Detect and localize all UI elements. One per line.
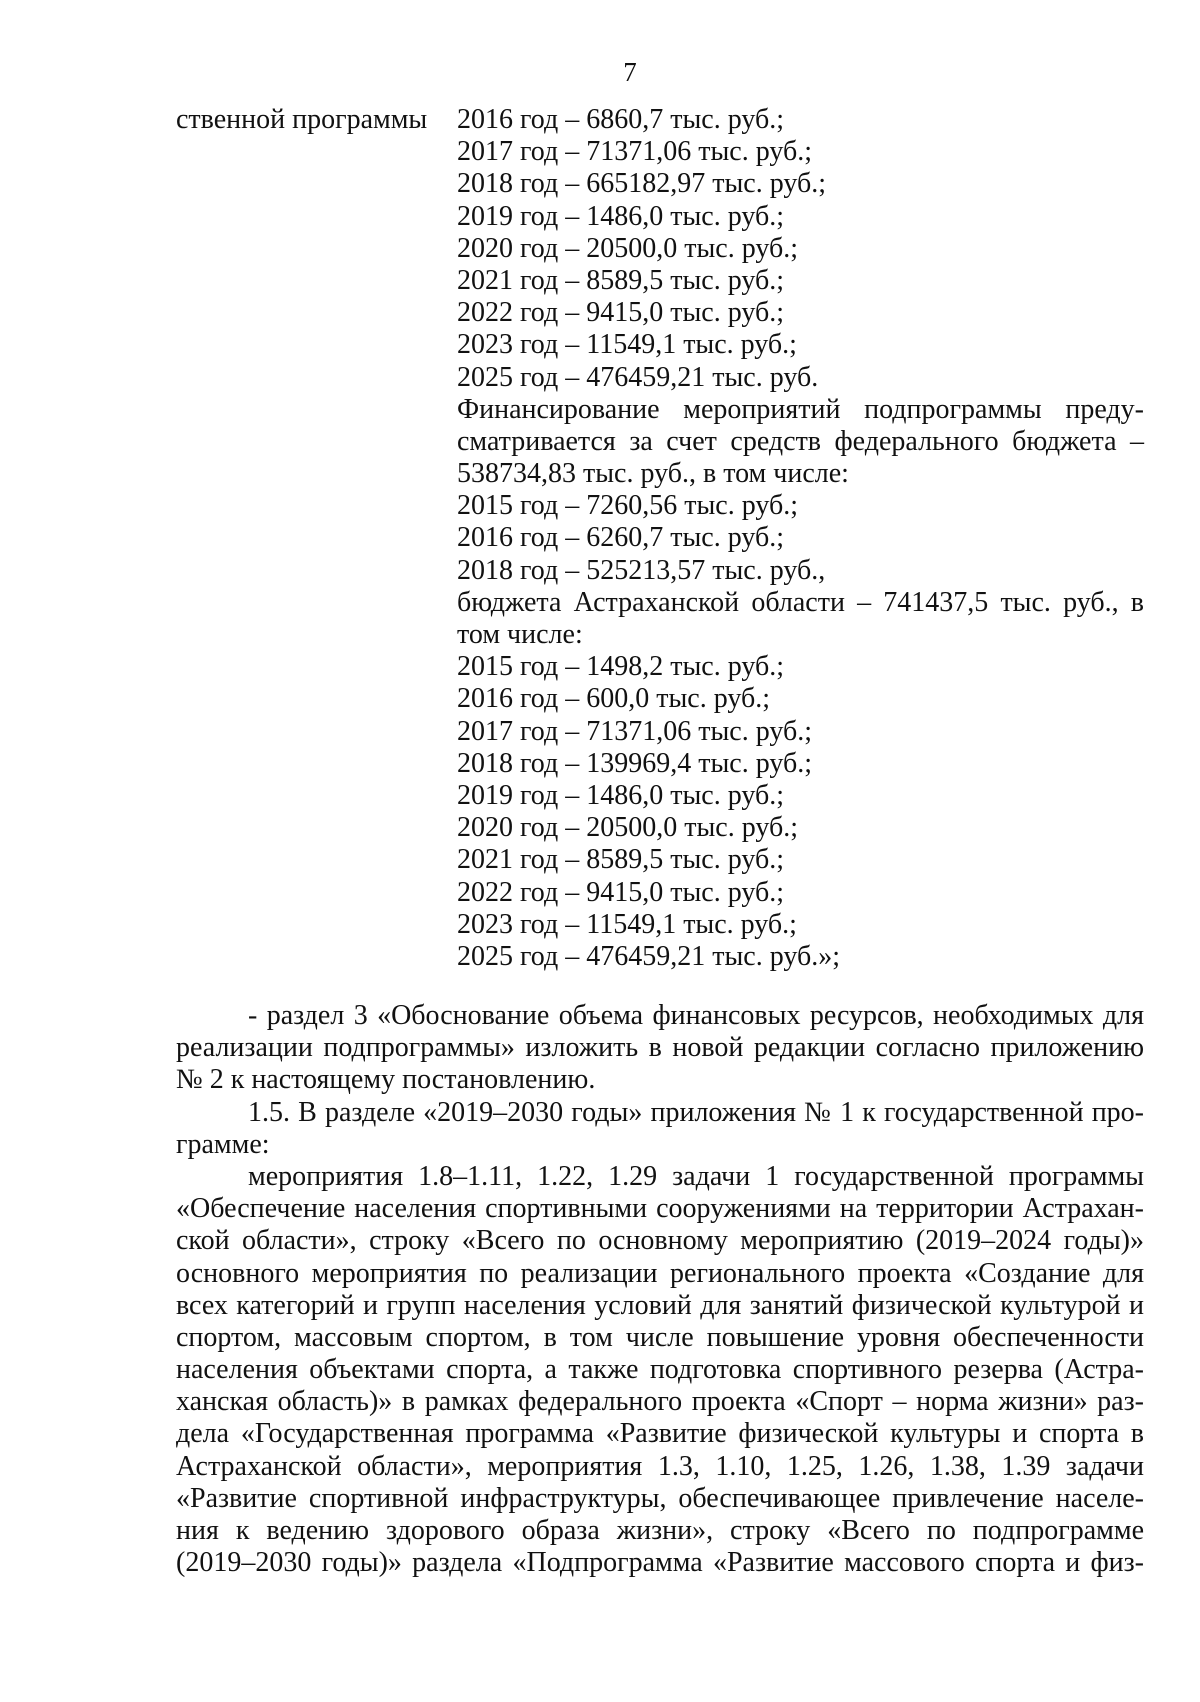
paragraph-section-3 [176, 1000, 1144, 1097]
text-line: Астраханской области», мероприятия 1.3, 1.10, 1.25, 1.26, 1.38, 1.39 задачи [176, 1450, 1144, 1482]
year-line: 2017 год – 71371,06 тыс. руб.; [457, 715, 812, 747]
year-line: 2017 год – 71371,06 тыс. руб.; [457, 136, 812, 168]
text-line: «Развитие спортивной инфраструктуры, обеспечивающее привлечение населе- [176, 1482, 1144, 1514]
year-line: 2019 год – 1486,0 тыс. руб.; [457, 779, 784, 811]
text-line: 1.5. В разделе «2019–2030 годы» приложения № 1 к государственной про- [248, 1096, 1144, 1128]
text-line: всех категорий и групп населения условий для занятий физической культурой и [176, 1289, 1144, 1321]
text-line: № 2 к настоящему постановлению. [176, 1064, 596, 1096]
regional-financing-text [457, 587, 1144, 651]
year-line: 2018 год – 525213,57 тыс. руб., [457, 554, 826, 586]
year-line: 2025 год – 476459,21 тыс. руб. [457, 361, 819, 393]
text-line: грамме: [176, 1128, 270, 1160]
text-line: ния к ведению здорового образа жизни», строку «Всего по подпрограмме [176, 1515, 1144, 1546]
year-list-total [457, 104, 1144, 394]
text-line: 538734,83 тыс. руб., в том числе: [457, 458, 849, 490]
financing-column [457, 104, 1144, 973]
year-line: 2022 год – 9415,0 тыс. руб.; [457, 297, 784, 329]
year-list-federal [457, 490, 1144, 587]
year-line: 2015 год – 1498,2 тыс. руб.; [457, 651, 784, 683]
year-line: 2020 год – 20500,0 тыс. руб.; [457, 232, 798, 264]
year-line: 2018 год – 665182,97 тыс. руб.; [457, 168, 826, 200]
text-line: Финансирование мероприятий подпрограммы преду- [457, 393, 1144, 425]
text-line: ской области», строку «Всего по основному мероприятию (2019–2024 годы)» [176, 1225, 1144, 1257]
year-line: 2021 год – 8589,5 тыс. руб.; [457, 844, 784, 876]
year-line: 2023 год – 11549,1 тыс. руб.; [457, 908, 797, 940]
text-line: том числе: [457, 619, 583, 650]
text-line: сматривается за счет средств федерального бюджета – [457, 425, 1144, 457]
text-line: - раздел 3 «Обоснование объема финансовых ресурсов, необходимых для [248, 1000, 1144, 1031]
federal-financing-text [457, 394, 1144, 491]
year-line: 2016 год – 600,0 тыс. руб.; [457, 683, 770, 715]
text-line: «Обеспечение населения спортивными сооружениями на территории Астрахан- [176, 1193, 1144, 1225]
year-line: 2022 год – 9415,0 тыс. руб.; [457, 876, 784, 908]
year-line: 2023 год – 11549,1 тыс. руб.; [457, 329, 797, 361]
year-line: 2021 год – 8589,5 тыс. руб.; [457, 264, 784, 296]
paragraph-1-5 [176, 1097, 1144, 1161]
text-line: дела «Государственная программа «Развитие физической культуры и спорта в [176, 1418, 1144, 1450]
year-line: 2016 год – 6860,7 тыс. руб.; [457, 104, 784, 135]
text-line: основного мероприятия по реализации регионального проекта «Создание для [176, 1257, 1144, 1289]
year-list-regional [457, 651, 1144, 973]
text-line: реализации подпрограммы» изложить в новой редакции согласно приложению [176, 1032, 1144, 1064]
text-line: населения объектами спорта, а также подготовка спортивного резерва (Астра- [176, 1354, 1144, 1386]
program-label-fragment: ственной программы [176, 104, 428, 135]
text-line: ханская область)» в рамках федерального проекта «Спорт – норма жизни» раз- [176, 1386, 1144, 1418]
text-line: (2019–2030 годы)» раздела «Подпрограмма «Развитие массового спорта и физ- [176, 1547, 1144, 1579]
document-body [176, 1000, 1144, 1579]
text-line: мероприятия 1.8–1.11, 1.22, 1.29 задачи 1 государственной программы [248, 1160, 1144, 1192]
year-line: 2025 год – 476459,21 тыс. руб.»; [457, 940, 840, 972]
paragraph-events [176, 1161, 1144, 1579]
year-line: 2015 год – 7260,56 тыс. руб.; [457, 490, 798, 522]
text-line: бюджета Астраханской области – 741437,5 тыс. руб., в [457, 586, 1144, 618]
text-line: спортом, массовым спортом, в том числе повышение уровня обеспеченности [176, 1321, 1144, 1353]
year-line: 2019 год – 1486,0 тыс. руб.; [457, 200, 784, 232]
year-line: 2018 год – 139969,4 тыс. руб.; [457, 747, 812, 779]
year-line: 2020 год – 20500,0 тыс. руб.; [457, 812, 798, 844]
year-line: 2016 год – 6260,7 тыс. руб.; [457, 522, 784, 554]
page-number: 7 [623, 57, 637, 87]
